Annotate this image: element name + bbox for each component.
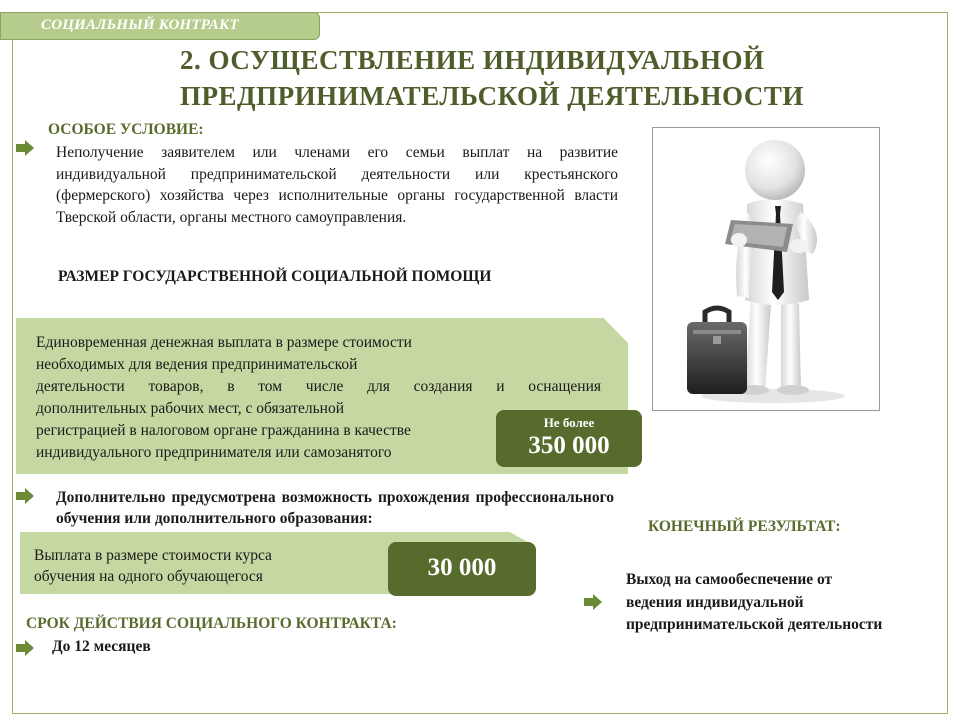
result-label: КОНЕЧНЫЙ РЕЗУЛЬТАТ: (648, 518, 841, 535)
green-arrow-icon (16, 640, 34, 656)
lump-sum-line: регистрацией в налоговом органе гражданина в качестве (36, 422, 411, 439)
result-text: Выход на самообеспечение от ведения индивидуальной предпринимательской деятельности (626, 571, 883, 633)
green-arrow-icon (16, 140, 34, 156)
training-payment-line: Выплата в размере стоимости курса (34, 547, 272, 564)
page-title-line2: ПРЕДПРИНИМАТЕЛЬСКОЙ ДЕЯТЕЛЬНОСТИ (180, 81, 804, 111)
limit-amount-badge (496, 410, 642, 467)
businessman-icon (653, 128, 879, 410)
special-condition-text: Неполучение заявителем или членами его семьи выплат на развитие индивидуальной предпринимательской деятельности или крестьянского (фермерского) хозяйства через исполнительные органы государственной власти Тверской области, органы местного самоуправления. (56, 144, 618, 226)
page-title (180, 42, 920, 114)
training-amount-badge (388, 542, 536, 596)
special-condition-label: ОСОБОЕ УСЛОВИЕ: (48, 121, 204, 138)
green-arrow-icon (584, 594, 602, 610)
term-label: СРОК ДЕЙСТВИЯ СОЦИАЛЬНОГО КОНТРАКТА: (26, 615, 397, 632)
section-tag (0, 12, 320, 40)
lump-sum-line: Единовременная денежная выплата в размере стоимости (36, 334, 412, 351)
training-text: Дополнительно предусмотрена возможность прохождения профессионального обучения или дополнительного образования: (56, 489, 614, 527)
businessman-illustration (652, 127, 880, 411)
lump-sum-line: деятельности товаров, в том числе для создания и оснащения (36, 378, 601, 395)
term-value: До 12 месяцев (52, 638, 151, 655)
lump-sum-line: необходимых для ведения предпринимательской (36, 356, 358, 373)
limit-label: Не более (543, 415, 595, 430)
training-amount: 30 000 (427, 554, 497, 581)
page-title-line1: 2. ОСУЩЕСТВЛЕНИЕ ИНДИВИДУАЛЬНОЙ (180, 45, 765, 75)
training-payment-line: обучения на одного обучающегося (34, 568, 263, 585)
lump-sum-line: индивидуального предпринимателя или самозанятого (36, 444, 392, 461)
lump-sum-line: дополнительных рабочих мест, с обязательной (36, 400, 345, 417)
section-tag-label: СОЦИАЛЬНЫЙ КОНТРАКТ (41, 17, 239, 33)
green-arrow-icon (16, 488, 34, 504)
training-payment-text (34, 545, 374, 587)
limit-amount: 350 000 (528, 432, 610, 459)
assistance-heading: РАЗМЕР ГОСУДАРСТВЕННОЙ СОЦИАЛЬНОЙ ПОМОЩИ (58, 268, 492, 285)
